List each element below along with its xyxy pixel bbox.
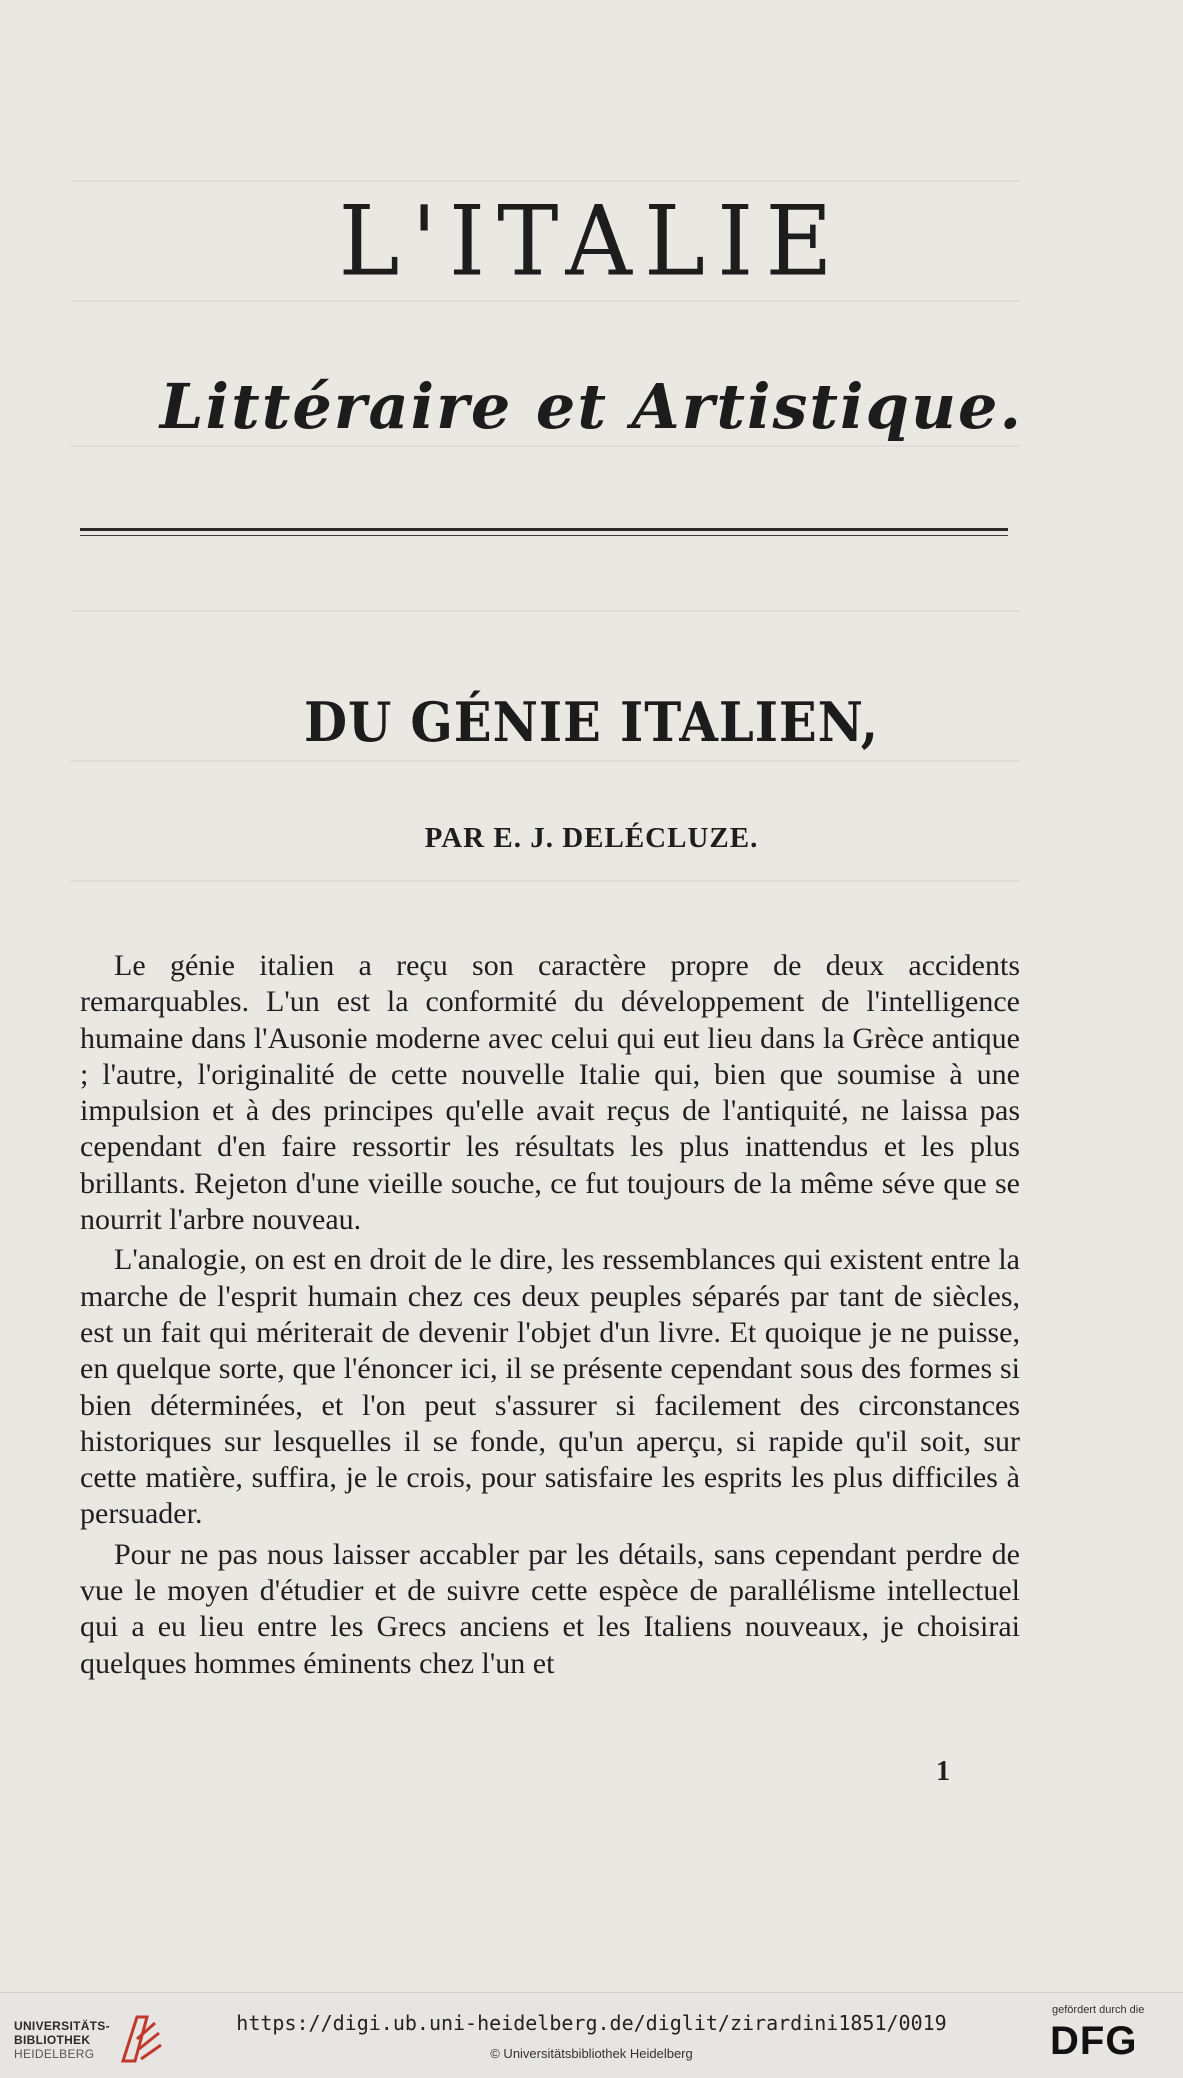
library-name-line: HEIDELBERG xyxy=(14,2047,95,2061)
library-name-line: UNIVERSITÄTS- xyxy=(14,2019,110,2033)
page-number: 1 xyxy=(936,1756,950,1787)
bleed-through-line xyxy=(70,880,1020,882)
funder-label: gefördert durch die xyxy=(1052,2004,1145,2016)
author-byline: PAR E. J. DELÉCLUZE. xyxy=(424,822,759,854)
permalink-url[interactable]: https://digi.ub.uni-heidelberg.de/diglit/zirardini1851/0019 xyxy=(236,2011,947,2035)
title-divider xyxy=(80,528,1008,531)
title-divider-thin xyxy=(80,535,1008,536)
paragraph: L'analogie, on est en droit de le dire, les ressemblances qui existent entre la marche de l'esprit humain chez ces deux peuples séparés par tant de siècles, est un fait qui mériterait de devenir l'objet d'un livre. Et quoique je ne puisse, en quelque sorte, que l'énoncer ici, il se présente cependant sous des formes si bien déterminées, et l'on peut s'assurer si facilement des circonstances historiques sur lesquelles il se fonde, qu'un aperçu, si rapide qu'il soit, sur cette matière, suffira, je le crois, pour satisfaire les esprits les plus difficiles à persuader. xyxy=(80,1243,1020,1531)
article-title: DU GÉNIE ITALIEN, xyxy=(303,690,880,754)
article-body xyxy=(80,948,1020,1686)
library-name-line: BIBLIOTHEK xyxy=(14,2033,91,2047)
bleed-through-line xyxy=(70,610,1020,612)
bleed-through-line xyxy=(70,180,1020,182)
bleed-through-line xyxy=(70,300,1020,302)
paragraph: Pour ne pas nous laisser accabler par les détails, sans cependant perdre de vue le moyen d'étudier et de suivre cette espèce de parallélisme intellectuel qui a eu lieu entre les Grecs anciens et les Italiens nouveaux, je choisirai quelques hommes éminents chez l'un et xyxy=(80,1537,1020,1680)
dfg-logo[interactable]: DFG xyxy=(1050,2019,1138,2063)
bleed-through-line xyxy=(70,445,1020,447)
publication-subtitle: Littéraire et Artistique. xyxy=(159,370,1024,443)
copyright-notice: © Universitätsbibliothek Heidelberg xyxy=(490,2046,693,2061)
paragraph: Le génie italien a reçu son caractère propre de deux accidents remarquables. L'un est la conformité du développement de l'intelligence humaine dans l'Ausonie moderne avec celui qui eut lieu dans la Grèce antique ; l'autre, l'originalité de cette nouvelle Italie qui, bien que soumise à une impulsion et à des principes qu'elle avait reçus de l'antiquité, ne laissa pas cependant d'en faire ressortir les résultats les plus inattendus et les plus brillants. Rejeton d'une vieille souche, ce fut toujours de la même séve que se nourrit l'arbre nouveau. xyxy=(80,949,1020,1237)
viewer-footer xyxy=(0,1992,1183,2078)
bleed-through-line xyxy=(70,760,1020,762)
publication-title: L'ITALIE xyxy=(338,185,845,298)
